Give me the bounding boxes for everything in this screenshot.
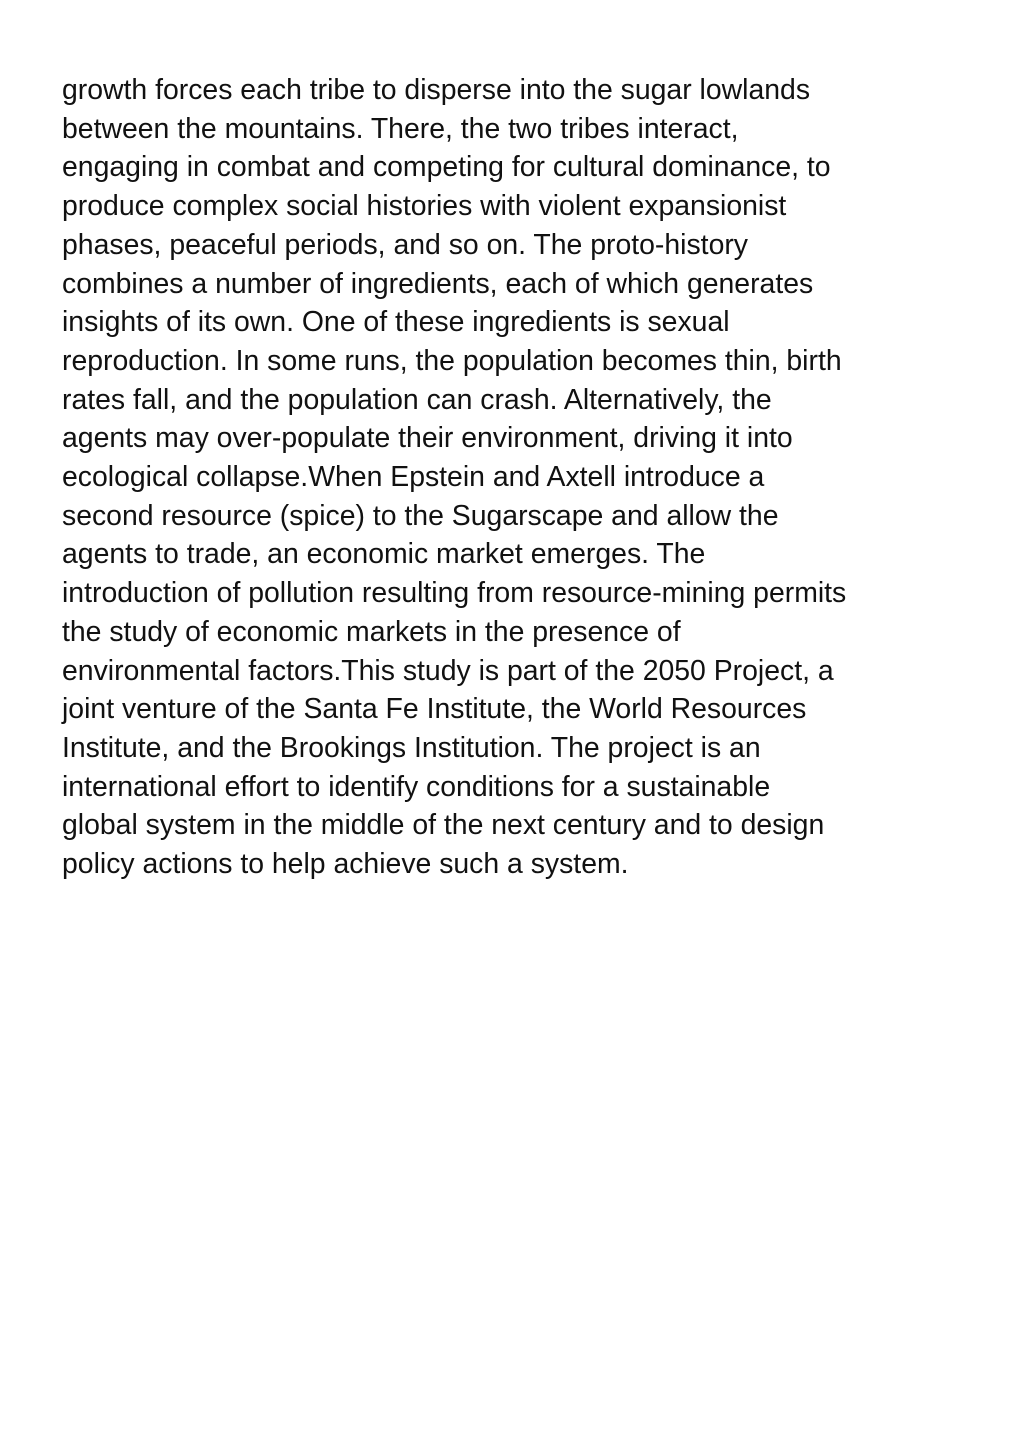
text-line: global system in the middle of the next century and to design bbox=[62, 809, 825, 842]
body-paragraph bbox=[62, 71, 982, 884]
text-line: environmental factors.This study is part of the 2050 Project, a bbox=[62, 654, 834, 687]
text-line: reproduction. In some runs, the population becomes thin, birth bbox=[62, 344, 842, 377]
text-line: rates fall, and the population can crash. Alternatively, the bbox=[62, 383, 772, 416]
text-line: engaging in combat and competing for cultural dominance, to bbox=[62, 151, 831, 184]
text-line: policy actions to help achieve such a system. bbox=[62, 848, 629, 881]
text-line: the study of economic markets in the presence of bbox=[62, 615, 681, 648]
text-line: ecological collapse.When Epstein and Axtell introduce a bbox=[62, 461, 765, 494]
text-line: phases, peaceful periods, and so on. The proto-history bbox=[62, 228, 749, 261]
text-line: introduction of pollution resulting from resource-mining permits bbox=[62, 577, 847, 610]
text-line: Institute, and the Brookings Institution. The project is an bbox=[62, 731, 761, 764]
text-line: between the mountains. There, the two tribes interact, bbox=[62, 112, 739, 145]
text-line: agents may over-populate their environment, driving it into bbox=[62, 422, 793, 455]
text-line: produce complex social histories with violent expansionist bbox=[62, 190, 787, 223]
text-line: international effort to identify conditions for a sustainable bbox=[62, 770, 771, 803]
text-line: growth forces each tribe to disperse into the sugar lowlands bbox=[62, 74, 811, 106]
text-line: combines a number of ingredients, each of which generates bbox=[62, 267, 814, 300]
text-line: insights of its own. One of these ingredients is sexual bbox=[62, 306, 730, 339]
text-line: agents to trade, an economic market emerges. The bbox=[62, 538, 706, 571]
text-line: second resource (spice) to the Sugarscape and allow the bbox=[62, 499, 779, 532]
text-line: joint venture of the Santa Fe Institute, the World Resources bbox=[62, 693, 807, 726]
